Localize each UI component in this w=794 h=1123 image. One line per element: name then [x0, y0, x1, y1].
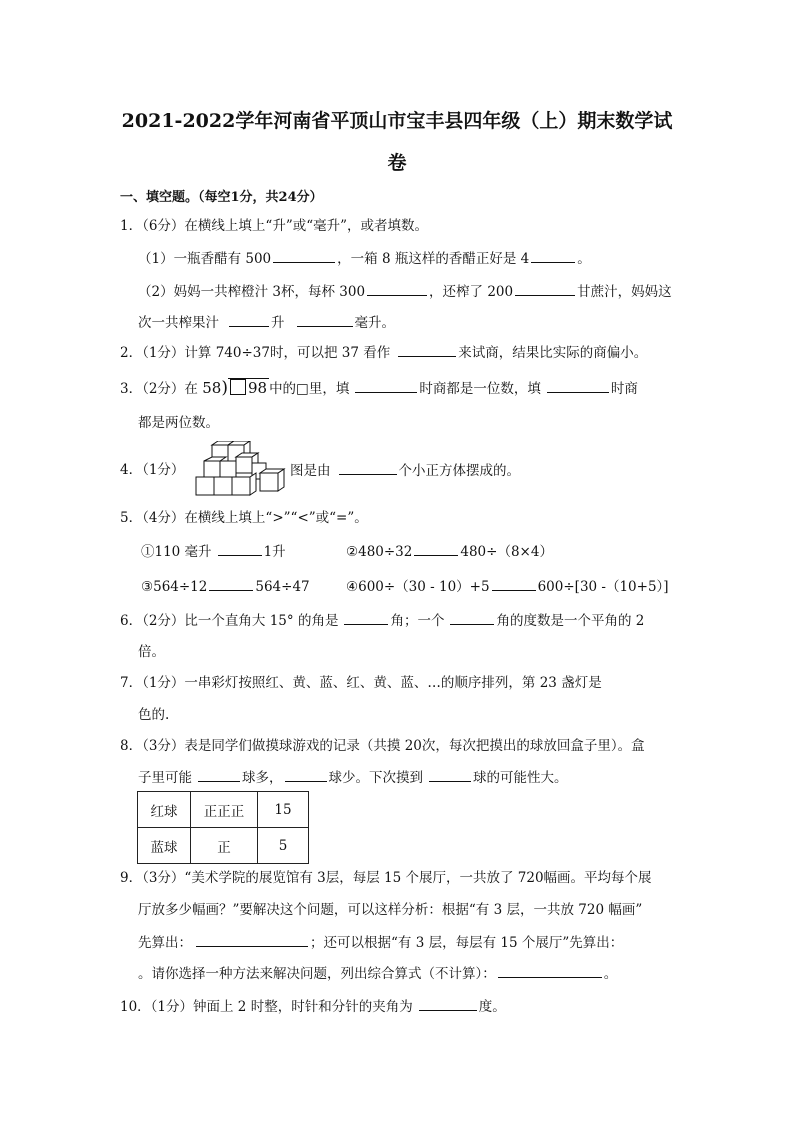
answer-blank[interactable]	[398, 342, 456, 357]
question-4: 4．（1分）	[120, 462, 185, 478]
digit-box	[230, 379, 246, 395]
question-5-item2: ②480÷32 480÷（8×4）	[346, 541, 553, 562]
question-3: 3．（2分）在 58) 98 中的□里，填 时商都是一位数，填 时商	[120, 378, 638, 398]
question-2: 2．（1分）计算 740÷37时，可以把 37 看作 来试商，结果比实际的商偏小。	[120, 342, 647, 363]
question-7-cont: 色的.	[138, 707, 170, 723]
table-row	[138, 828, 309, 864]
question-9-line3: 先算出： ；还可以根据“有 3 层，每层有 15 个展厅”先算出：	[138, 932, 623, 953]
answer-blank[interactable]	[285, 767, 327, 782]
document-title-line1: 2021-2022学年河南省平顶山市宝丰县四年级（上）期末数学试	[121, 110, 673, 132]
question-8-cont: 子里可能 球多， 球少。下次摸到 球的可能性大。	[138, 767, 568, 788]
answer-blank[interactable]	[198, 767, 240, 782]
answer-blank[interactable]	[355, 378, 417, 393]
document-title-line2: 卷	[387, 152, 407, 174]
question-9-line4: 。请你选择一种方法来解决问题，列出综合算式（不计算）： 。	[138, 963, 617, 984]
answer-blank[interactable]	[273, 248, 335, 263]
table-cell: 正	[191, 828, 258, 864]
cube-stack-figure	[194, 441, 290, 499]
answer-blank[interactable]	[344, 610, 388, 625]
answer-blank[interactable]	[419, 996, 477, 1011]
question-9-line2: 厅放多少幅画？”要解决这个问题，可以这样分析：根据“有 3 层，一共放 720 幅画”	[138, 902, 643, 918]
answer-blank[interactable]	[547, 378, 609, 393]
question-4-text: 图是由 个小正方体摆成的。	[290, 460, 520, 481]
answer-blank[interactable]	[498, 963, 602, 978]
answer-blank[interactable]	[450, 610, 494, 625]
tally-table	[137, 791, 309, 864]
question-1-stem: 1．（6分）在横线上填上“升”或“毫升”，或者填数。	[120, 218, 429, 234]
table-cell: 红球	[138, 792, 191, 828]
table-cell: 正正正	[191, 792, 258, 828]
question-10: 10．（1分）钟面上 2 时整，时针和分针的夹角为 度。	[120, 996, 506, 1017]
question-5-item1: ①110 毫升 1升	[141, 541, 286, 562]
question-1-part2: （2）妈妈一共榨橙汁 3杯，每杯 300 ，还榨了 200 甘蔗汁，妈妈这	[138, 281, 672, 302]
question-6-cont: 倍。	[138, 644, 165, 660]
answer-blank[interactable]	[515, 281, 575, 296]
question-5-item4: ④600÷（30 - 10）+5 600÷[30 -（10+5）]	[346, 576, 669, 597]
section-heading: 一、填空题。（每空1分，共24分）	[120, 190, 323, 205]
table-row	[138, 792, 309, 828]
answer-blank[interactable]	[229, 312, 269, 327]
question-9: 9．（3分）“美术学院的展览馆有 3层，每层 15 个展厅，一共放了 720幅画。平均每个展	[120, 870, 652, 886]
table-cell: 5	[258, 828, 309, 864]
table-cell: 蓝球	[138, 828, 191, 864]
question-7: 7．（1分）一串彩灯按照红、黄、蓝、红、黄、蓝、…的顺序排列，第 23 盏灯是	[120, 675, 602, 691]
question-5-item3: ③564÷12 564÷47	[141, 576, 310, 597]
answer-blank[interactable]	[492, 576, 536, 591]
question-8: 8．（3分）表是同学们做摸球游戏的记录（共摸 20次，每次把摸出的球放回盒子里）。盒	[120, 738, 645, 754]
question-1-part1: （1）一瓶香醋有 500 ，一箱 8 瓶这样的香醋正好是 4 。	[138, 248, 591, 269]
answer-blank[interactable]	[531, 248, 575, 263]
answer-blank[interactable]	[196, 932, 308, 947]
question-6: 6．（2分）比一个直角大 15° 的角是 角；一个 角的度数是一个平角的 2	[120, 610, 644, 631]
answer-blank[interactable]	[297, 312, 353, 327]
answer-blank[interactable]	[429, 767, 471, 782]
answer-blank[interactable]	[339, 460, 397, 475]
question-5-stem: 5．（4分）在横线上填上“>”“<”或“=”。	[120, 510, 368, 526]
answer-blank[interactable]	[367, 281, 427, 296]
question-3-cont: 都是两位数。	[138, 415, 219, 431]
long-division-expression: 58) 98	[202, 378, 268, 398]
question-1-part2-cont: 次一共榨果汁 升 毫升。	[138, 312, 395, 333]
answer-blank[interactable]	[218, 541, 262, 556]
answer-blank[interactable]	[414, 541, 458, 556]
answer-blank[interactable]	[209, 576, 253, 591]
table-cell: 15	[258, 792, 309, 828]
